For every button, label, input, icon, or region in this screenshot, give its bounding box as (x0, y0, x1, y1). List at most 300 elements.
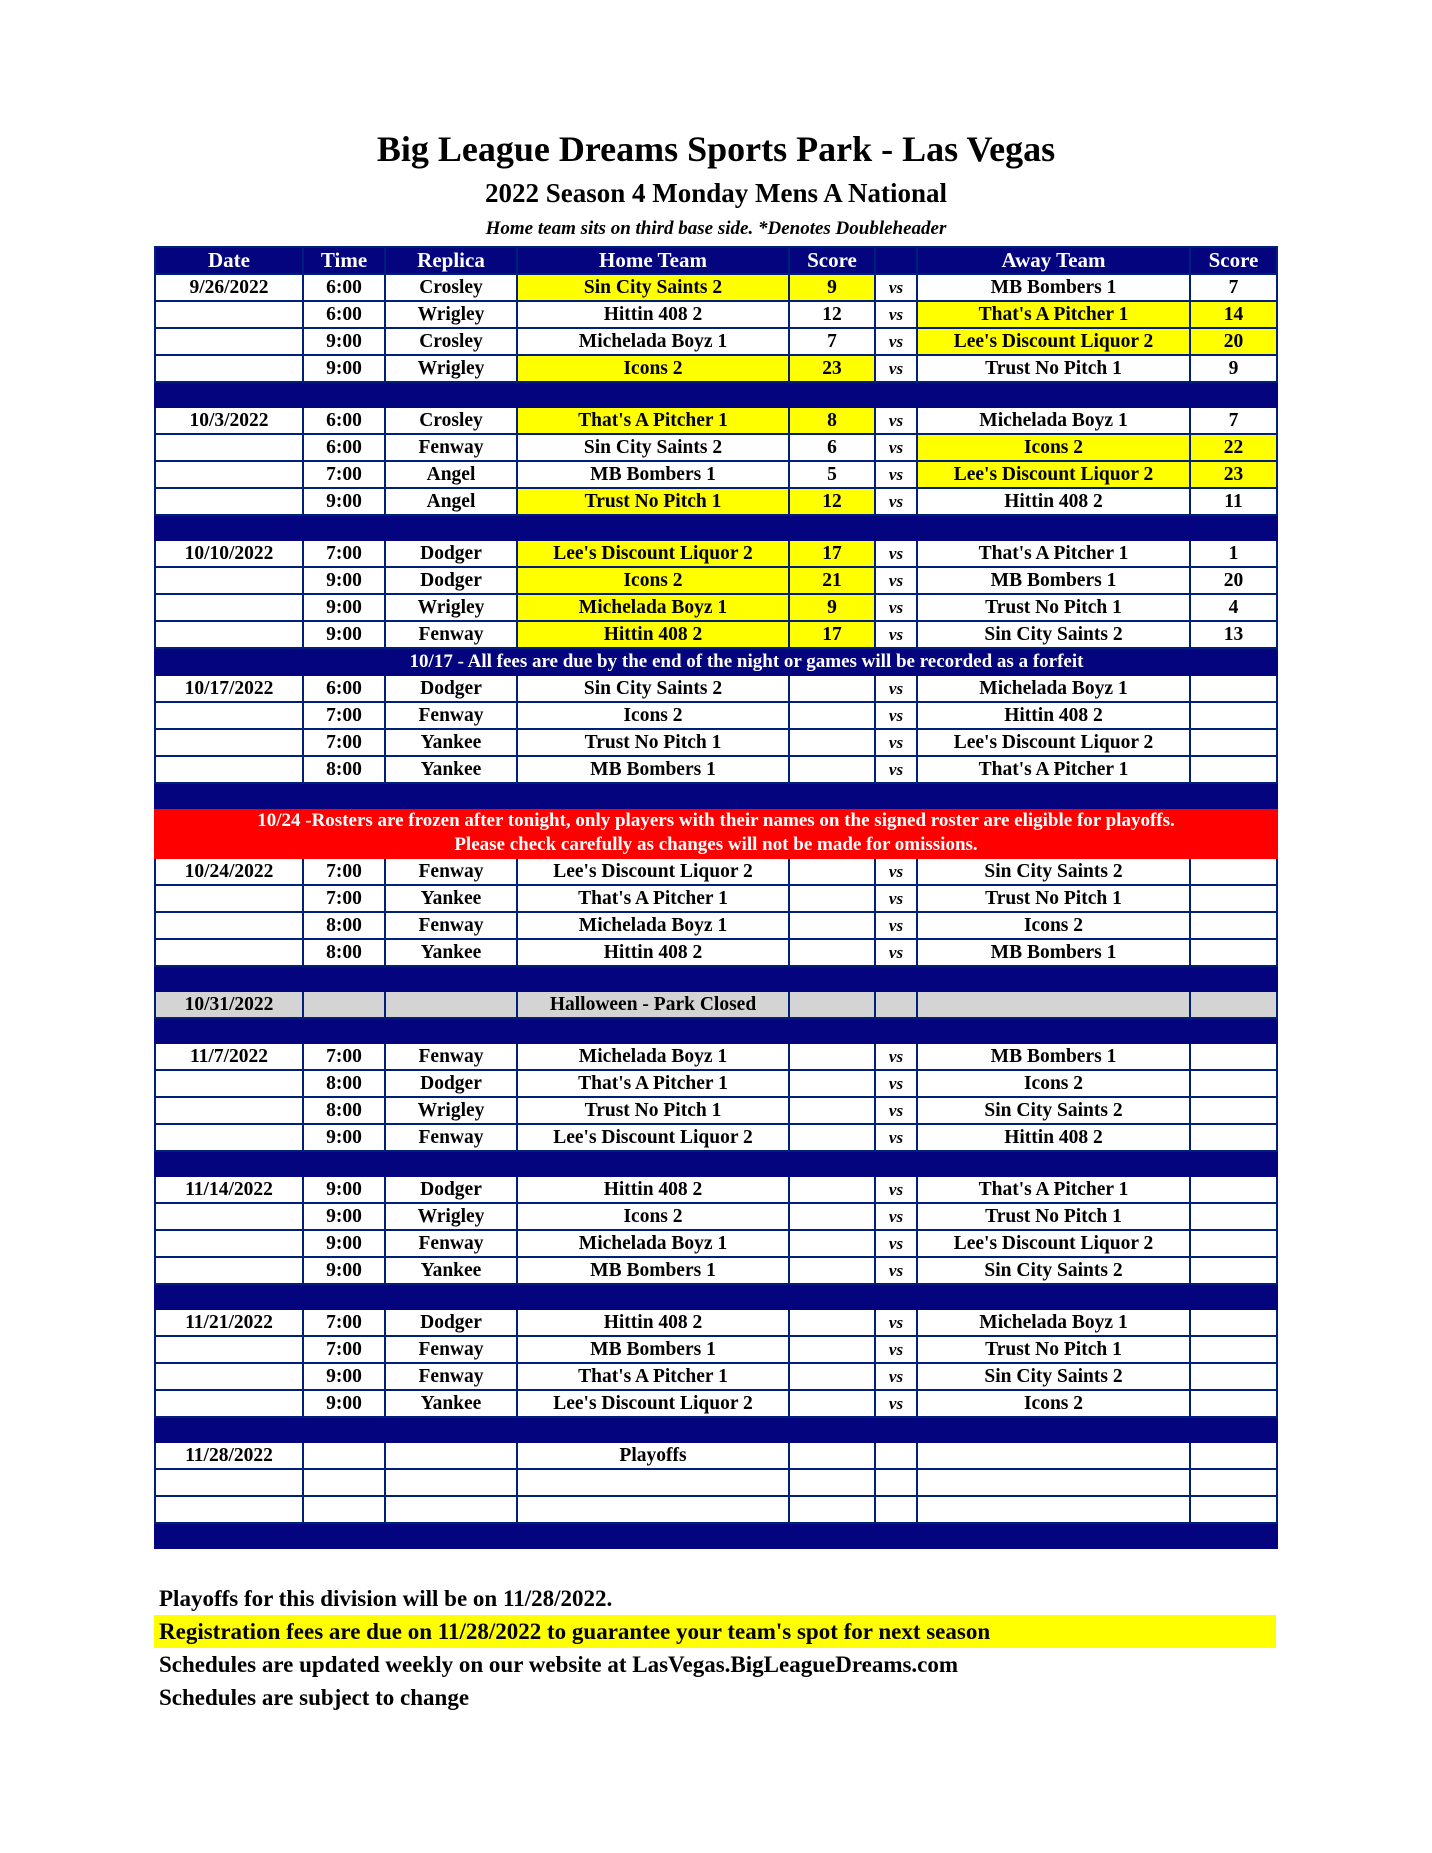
vs-cell: vs (875, 1336, 917, 1363)
away-score-cell (1190, 1336, 1277, 1363)
separator-cell (1190, 382, 1277, 407)
separator-cell (155, 783, 303, 808)
home-team-cell: Playoffs (517, 1442, 789, 1469)
home-score-cell: 6 (789, 434, 875, 461)
separator-cell (303, 966, 385, 991)
vs-cell: vs (875, 540, 917, 567)
home-score-cell: 17 (789, 540, 875, 567)
field-cell: Wrigley (385, 301, 517, 328)
away-team-cell: Icons 2 (917, 434, 1190, 461)
separator-cell (303, 1018, 385, 1043)
game-row (155, 1230, 1277, 1257)
notice-spacer (155, 648, 303, 675)
away-score-cell (1190, 912, 1277, 939)
time-cell: 8:00 (303, 939, 385, 966)
home-team-cell: Icons 2 (517, 567, 789, 594)
separator-cell (517, 783, 789, 808)
separator-cell (789, 1417, 875, 1442)
field-cell (385, 1496, 517, 1523)
away-score-cell (1190, 1496, 1277, 1523)
home-score-cell (789, 702, 875, 729)
separator-cell (789, 382, 875, 407)
field-cell: Wrigley (385, 594, 517, 621)
separator-cell (303, 515, 385, 540)
away-team-cell: Lee's Discount Liquor 2 (917, 461, 1190, 488)
away-team-cell: MB Bombers 1 (917, 274, 1190, 301)
vs-cell: vs (875, 355, 917, 382)
separator-cell (1190, 515, 1277, 540)
home-score-cell (789, 912, 875, 939)
week-separator-row (155, 1523, 1277, 1548)
vs-cell: vs (875, 274, 917, 301)
time-cell: 9:00 (303, 488, 385, 515)
game-row (155, 912, 1277, 939)
vs-cell: vs (875, 885, 917, 912)
home-score-cell (789, 675, 875, 702)
home-score-cell (789, 1309, 875, 1336)
game-row (155, 1043, 1277, 1070)
date-cell: 10/10/2022 (155, 540, 303, 567)
vs-cell: vs (875, 1124, 917, 1151)
vs-cell: vs (875, 461, 917, 488)
date-cell (155, 1336, 303, 1363)
time-cell (303, 1496, 385, 1523)
date-cell: 11/28/2022 (155, 1442, 303, 1469)
game-row (155, 594, 1277, 621)
field-cell: Fenway (385, 1124, 517, 1151)
game-row (155, 274, 1277, 301)
field-cell: Crosley (385, 407, 517, 434)
away-score-cell (1190, 1230, 1277, 1257)
away-score-cell: 20 (1190, 328, 1277, 355)
time-cell: 9:00 (303, 594, 385, 621)
footer-change-note: Schedules are subject to change (159, 1685, 470, 1710)
away-team-cell: Icons 2 (917, 912, 1190, 939)
home-team-cell: Lee's Discount Liquor 2 (517, 1124, 789, 1151)
vs-cell: vs (875, 1203, 917, 1230)
schedule-table-container (154, 246, 1276, 1549)
away-team-cell: Trust No Pitch 1 (917, 594, 1190, 621)
separator-cell (875, 783, 917, 808)
away-team-cell (917, 991, 1190, 1018)
separator-cell (875, 1284, 917, 1309)
time-cell: 7:00 (303, 1309, 385, 1336)
home-score-cell (789, 1336, 875, 1363)
field-cell: Yankee (385, 939, 517, 966)
home-team-cell: Icons 2 (517, 702, 789, 729)
home-score-cell (789, 1203, 875, 1230)
away-score-cell (1190, 702, 1277, 729)
vs-cell (875, 1496, 917, 1523)
away-score-cell (1190, 756, 1277, 783)
field-cell: Fenway (385, 1363, 517, 1390)
separator-cell (1190, 1151, 1277, 1176)
separator-cell (875, 1523, 917, 1548)
time-cell: 6:00 (303, 434, 385, 461)
away-score-cell: 7 (1190, 407, 1277, 434)
away-team-cell: Icons 2 (917, 1070, 1190, 1097)
col-header-home-team: Home Team (517, 247, 789, 274)
schedule-body (155, 274, 1277, 1548)
separator-cell (155, 1284, 303, 1309)
field-cell (385, 991, 517, 1018)
date-cell (155, 702, 303, 729)
home-team-cell: Hittin 408 2 (517, 939, 789, 966)
away-score-cell (1190, 1257, 1277, 1284)
away-score-cell (1190, 1309, 1277, 1336)
away-score-cell (1190, 1176, 1277, 1203)
home-score-cell (789, 1230, 875, 1257)
away-team-cell: Michelada Boyz 1 (917, 675, 1190, 702)
week-separator-row (155, 1018, 1277, 1043)
date-cell (155, 1230, 303, 1257)
away-team-cell: Michelada Boyz 1 (917, 407, 1190, 434)
home-score-cell: 9 (789, 274, 875, 301)
separator-cell (789, 1284, 875, 1309)
vs-cell: vs (875, 1097, 917, 1124)
date-cell (155, 1390, 303, 1417)
away-score-cell (1190, 1442, 1277, 1469)
away-score-cell: 23 (1190, 461, 1277, 488)
page-title: Big League Dreams Sports Park - Las Vegas (376, 129, 1056, 169)
separator-cell (155, 1151, 303, 1176)
time-cell: 9:00 (303, 355, 385, 382)
away-score-cell (1190, 939, 1277, 966)
away-team-cell: Lee's Discount Liquor 2 (917, 729, 1190, 756)
separator-cell (1190, 783, 1277, 808)
away-score-cell (1190, 991, 1277, 1018)
away-team-cell (917, 1442, 1190, 1469)
date-cell (155, 1496, 303, 1523)
vs-cell: vs (875, 756, 917, 783)
week-separator-row (155, 966, 1277, 991)
game-row (155, 1203, 1277, 1230)
field-cell: Fenway (385, 621, 517, 648)
game-row (155, 756, 1277, 783)
away-team-cell: That's A Pitcher 1 (917, 301, 1190, 328)
away-team-cell: Hittin 408 2 (917, 702, 1190, 729)
fees-notice-row (155, 648, 1277, 675)
home-team-cell: Hittin 408 2 (517, 1176, 789, 1203)
vs-cell: vs (875, 621, 917, 648)
separator-cell (917, 515, 1190, 540)
week-separator-row (155, 1151, 1277, 1176)
away-score-cell: 4 (1190, 594, 1277, 621)
time-cell: 9:00 (303, 1124, 385, 1151)
separator-cell (917, 1523, 1190, 1548)
week-separator-row (155, 515, 1277, 540)
home-team-cell: Sin City Saints 2 (517, 434, 789, 461)
home-score-cell: 17 (789, 621, 875, 648)
home-team-cell: That's A Pitcher 1 (517, 1070, 789, 1097)
vs-cell: vs (875, 1363, 917, 1390)
game-row (155, 1469, 1277, 1496)
away-team-cell: Sin City Saints 2 (917, 1363, 1190, 1390)
home-team-cell: That's A Pitcher 1 (517, 407, 789, 434)
game-row (155, 567, 1277, 594)
footer-notes (154, 1582, 1276, 1714)
home-score-cell (789, 1469, 875, 1496)
col-header-replica: Replica (385, 247, 517, 274)
separator-cell (1190, 1523, 1277, 1548)
away-score-cell: 14 (1190, 301, 1277, 328)
home-team-cell: MB Bombers 1 (517, 1336, 789, 1363)
away-score-cell (1190, 858, 1277, 885)
away-team-cell (917, 1469, 1190, 1496)
separator-cell (917, 1018, 1190, 1043)
home-team-cell: Trust No Pitch 1 (517, 729, 789, 756)
field-cell: Fenway (385, 1230, 517, 1257)
fees-notice-text: 10/17 - All fees are due by the end of the night or games will be recorded as a forfeit (303, 648, 1190, 675)
separator-cell (1190, 1417, 1277, 1442)
vs-cell: vs (875, 1070, 917, 1097)
time-cell: 7:00 (303, 540, 385, 567)
field-cell: Fenway (385, 434, 517, 461)
date-cell (155, 301, 303, 328)
home-team-cell: Michelada Boyz 1 (517, 1230, 789, 1257)
separator-cell (517, 1151, 789, 1176)
time-cell: 6:00 (303, 407, 385, 434)
field-cell: Fenway (385, 1336, 517, 1363)
time-cell (303, 991, 385, 1018)
separator-cell (303, 1417, 385, 1442)
home-team-cell (517, 1469, 789, 1496)
time-cell: 9:00 (303, 1203, 385, 1230)
away-team-cell: Hittin 408 2 (917, 488, 1190, 515)
field-cell: Crosley (385, 328, 517, 355)
vs-cell: vs (875, 407, 917, 434)
footer-website-note: Schedules are updated weekly on our website at LasVegas.BigLeagueDreams.com (159, 1652, 959, 1677)
field-cell: Fenway (385, 912, 517, 939)
field-cell (385, 1442, 517, 1469)
vs-cell (875, 1469, 917, 1496)
date-cell (155, 912, 303, 939)
separator-cell (875, 382, 917, 407)
time-cell: 9:00 (303, 1257, 385, 1284)
date-cell (155, 1097, 303, 1124)
date-cell (155, 328, 303, 355)
roster-alert-row (155, 808, 1277, 858)
date-cell (155, 594, 303, 621)
home-team-cell (517, 1496, 789, 1523)
field-cell: Dodger (385, 1070, 517, 1097)
away-score-cell (1190, 1203, 1277, 1230)
col-header-vs (875, 247, 917, 274)
game-row (155, 407, 1277, 434)
home-team-cell: MB Bombers 1 (517, 756, 789, 783)
away-team-cell: That's A Pitcher 1 (917, 1176, 1190, 1203)
home-score-cell (789, 885, 875, 912)
time-cell: 7:00 (303, 1336, 385, 1363)
game-row (155, 1124, 1277, 1151)
home-team-cell: Michelada Boyz 1 (517, 912, 789, 939)
field-cell: Angel (385, 488, 517, 515)
separator-cell (789, 515, 875, 540)
home-score-cell: 12 (789, 488, 875, 515)
separator-cell (517, 382, 789, 407)
away-team-cell: Hittin 408 2 (917, 1124, 1190, 1151)
away-score-cell (1190, 1043, 1277, 1070)
separator-cell (875, 1018, 917, 1043)
home-team-cell: Michelada Boyz 1 (517, 594, 789, 621)
page-subtitle: 2022 Season 4 Monday Mens A National (484, 178, 948, 208)
home-team-cell: Trust No Pitch 1 (517, 1097, 789, 1124)
field-cell: Wrigley (385, 355, 517, 382)
separator-cell (385, 515, 517, 540)
home-score-cell (789, 1496, 875, 1523)
home-score-cell (789, 1363, 875, 1390)
separator-cell (385, 966, 517, 991)
away-team-cell (917, 1496, 1190, 1523)
time-cell: 7:00 (303, 729, 385, 756)
date-cell: 9/26/2022 (155, 274, 303, 301)
home-team-cell: Icons 2 (517, 355, 789, 382)
vs-cell: vs (875, 1043, 917, 1070)
home-team-cell: Hittin 408 2 (517, 621, 789, 648)
home-team-cell: Michelada Boyz 1 (517, 1043, 789, 1070)
separator-cell (385, 783, 517, 808)
date-cell: 11/21/2022 (155, 1309, 303, 1336)
time-cell: 7:00 (303, 461, 385, 488)
separator-cell (303, 382, 385, 407)
away-team-cell: Sin City Saints 2 (917, 1257, 1190, 1284)
home-score-cell (789, 729, 875, 756)
home-team-cell: Lee's Discount Liquor 2 (517, 858, 789, 885)
date-cell (155, 621, 303, 648)
away-team-cell: MB Bombers 1 (917, 1043, 1190, 1070)
vs-cell: vs (875, 702, 917, 729)
vs-cell: vs (875, 488, 917, 515)
vs-cell: vs (875, 1176, 917, 1203)
home-team-cell: Icons 2 (517, 1203, 789, 1230)
roster-alert-line-1: 10/24 -Rosters are frozen after tonight, only players with their names on the signed roster are eligible for playoffs. (257, 810, 1175, 831)
time-cell: 8:00 (303, 756, 385, 783)
week-separator-row (155, 1417, 1277, 1442)
away-team-cell: Lee's Discount Liquor 2 (917, 328, 1190, 355)
game-row (155, 1390, 1277, 1417)
vs-cell: vs (875, 675, 917, 702)
separator-cell (385, 1018, 517, 1043)
vs-cell: vs (875, 729, 917, 756)
field-cell: Wrigley (385, 1203, 517, 1230)
away-score-cell (1190, 1469, 1277, 1496)
separator-cell (517, 515, 789, 540)
home-score-cell: 8 (789, 407, 875, 434)
separator-cell (517, 1018, 789, 1043)
field-cell: Fenway (385, 1043, 517, 1070)
separator-cell (1190, 1018, 1277, 1043)
away-score-cell (1190, 1390, 1277, 1417)
time-cell: 7:00 (303, 858, 385, 885)
footer-registration-note: Registration fees are due on 11/28/2022 to guarantee your team's spot for next season (154, 1615, 1276, 1648)
vs-cell (875, 991, 917, 1018)
away-team-cell: Sin City Saints 2 (917, 858, 1190, 885)
game-row (155, 675, 1277, 702)
home-team-cell: Lee's Discount Liquor 2 (517, 540, 789, 567)
home-score-cell: 9 (789, 594, 875, 621)
date-cell (155, 1070, 303, 1097)
game-row (155, 328, 1277, 355)
home-score-cell (789, 1070, 875, 1097)
vs-cell: vs (875, 328, 917, 355)
date-cell (155, 488, 303, 515)
time-cell: 7:00 (303, 885, 385, 912)
away-team-cell: Trust No Pitch 1 (917, 1203, 1190, 1230)
away-score-cell: 9 (1190, 355, 1277, 382)
away-team-cell: Michelada Boyz 1 (917, 1309, 1190, 1336)
date-cell: 10/31/2022 (155, 991, 303, 1018)
date-cell: 11/14/2022 (155, 1176, 303, 1203)
home-team-cell: Trust No Pitch 1 (517, 488, 789, 515)
separator-cell (875, 1151, 917, 1176)
home-team-cell: That's A Pitcher 1 (517, 885, 789, 912)
separator-cell (385, 1523, 517, 1548)
home-team-cell: Sin City Saints 2 (517, 675, 789, 702)
roster-alert-line-2: Please check carefully as changes will not be made for omissions. (454, 834, 978, 855)
park-closed-text: Halloween - Park Closed (517, 991, 789, 1018)
col-header-away-team: Away Team (917, 247, 1190, 274)
away-team-cell: Sin City Saints 2 (917, 621, 1190, 648)
away-team-cell: That's A Pitcher 1 (917, 756, 1190, 783)
away-team-cell: MB Bombers 1 (917, 939, 1190, 966)
separator-cell (155, 515, 303, 540)
home-score-cell (789, 1097, 875, 1124)
field-cell: Dodger (385, 1309, 517, 1336)
home-score-cell (789, 1124, 875, 1151)
home-score-cell (789, 1390, 875, 1417)
away-score-cell (1190, 675, 1277, 702)
home-team-cell: Lee's Discount Liquor 2 (517, 1390, 789, 1417)
game-row (155, 885, 1277, 912)
separator-cell (155, 382, 303, 407)
date-cell (155, 885, 303, 912)
vs-cell: vs (875, 1230, 917, 1257)
field-cell: Dodger (385, 675, 517, 702)
away-score-cell: 11 (1190, 488, 1277, 515)
away-team-cell: Trust No Pitch 1 (917, 1336, 1190, 1363)
field-cell: Fenway (385, 858, 517, 885)
away-score-cell: 22 (1190, 434, 1277, 461)
away-team-cell: MB Bombers 1 (917, 567, 1190, 594)
home-score-cell (789, 756, 875, 783)
field-cell: Dodger (385, 567, 517, 594)
game-row (155, 702, 1277, 729)
home-score-cell (789, 1176, 875, 1203)
vs-cell: vs (875, 1390, 917, 1417)
field-cell: Yankee (385, 885, 517, 912)
game-row (155, 434, 1277, 461)
separator-cell (917, 382, 1190, 407)
home-score-cell (789, 991, 875, 1018)
separator-cell (917, 1151, 1190, 1176)
separator-cell (385, 382, 517, 407)
game-row (155, 1176, 1277, 1203)
field-cell: Yankee (385, 1257, 517, 1284)
col-header-date: Date (155, 247, 303, 274)
date-cell: 11/7/2022 (155, 1043, 303, 1070)
table-header-row (155, 247, 1277, 274)
game-row (155, 1097, 1277, 1124)
col-header-away-score: Score (1190, 247, 1277, 274)
separator-cell (917, 1284, 1190, 1309)
time-cell: 9:00 (303, 1363, 385, 1390)
time-cell: 9:00 (303, 567, 385, 594)
game-row (155, 1496, 1277, 1523)
separator-cell (517, 1523, 789, 1548)
home-team-cell: Michelada Boyz 1 (517, 328, 789, 355)
separator-cell (789, 783, 875, 808)
week-separator-row (155, 1284, 1277, 1309)
